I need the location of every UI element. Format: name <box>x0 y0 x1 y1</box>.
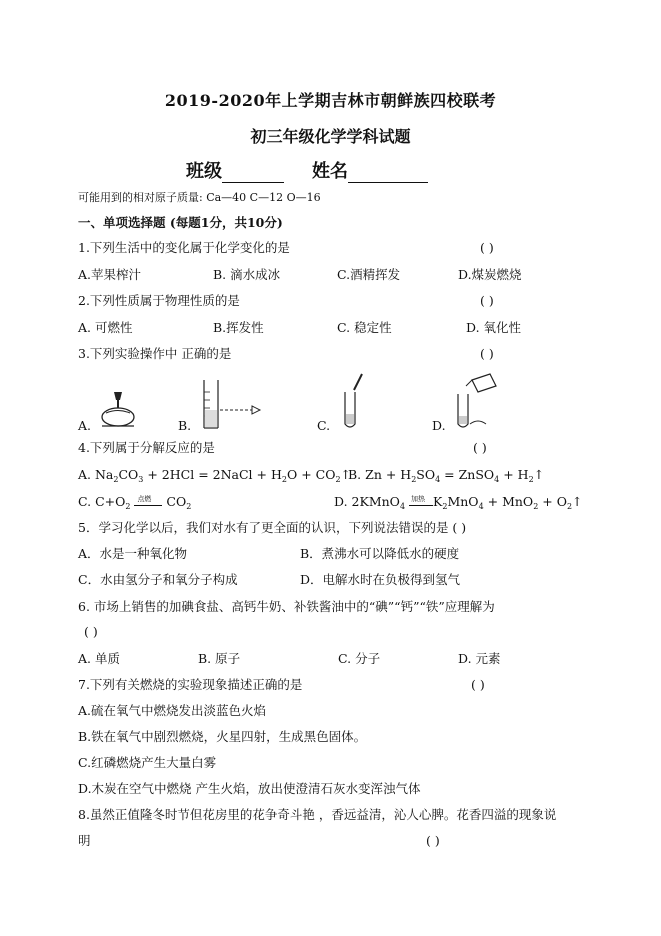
q7-option-b: B.铁在氧气中剧烈燃烧，火星四射，生成黑色固体。 <box>78 729 367 744</box>
q1-option-b: B. 滴水成冰 <box>213 267 281 282</box>
q7-option-d: D.木炭在空气中燃烧 产生火焰，放出使澄清石灰水变浑浊气体 <box>78 781 421 796</box>
q5-option-b: B．煮沸水可以降低水的硬度 <box>300 546 460 561</box>
q2-answer-blank[interactable]: ( ) <box>480 293 494 308</box>
q2-option-b: B.挥发性 <box>213 320 264 335</box>
q8-stem: 8.虽然正值隆冬时节但花房里的花争奇斗艳 ，香远益清，沁人心脾。花香四溢的现象说 <box>78 807 557 822</box>
q6-option-d: D. 元素 <box>458 651 501 666</box>
class-label: 班级 <box>186 161 222 182</box>
graduated-cylinder-icon <box>196 380 266 432</box>
q3-option-a: A. <box>78 418 92 433</box>
q8-answer-blank[interactable]: ( ) <box>426 833 440 848</box>
q4-option-d: D. 2KMnO$_4$ 加热 $K_2MnO_4 + MnO_2$ + $O_2↑$ <box>334 494 583 511</box>
q8-stem-continued: 明 <box>78 833 91 848</box>
q7-option-c: C.红磷燃烧产生大量白雾 <box>78 755 217 770</box>
q6-option-a: A. 单质 <box>78 651 120 666</box>
q3-option-c: C. <box>317 418 331 433</box>
q2-option-c: C. 稳定性 <box>337 320 392 335</box>
name-blank[interactable] <box>348 164 428 183</box>
q1-answer-blank[interactable]: ( ) <box>480 240 494 255</box>
q4-option-b: B. $Zn + H_2SO_4$ = ZnSO$_4$ + $H_2↑$ <box>348 467 545 484</box>
q4-option-c: C. $C+O_2$ 点燃 $CO_2$ <box>78 494 192 511</box>
section-heading: 一、单项选择题 (每题1分，共10分) <box>78 215 283 230</box>
q1-stem: 1.下列生活中的变化属于化学变化的是 <box>78 240 290 255</box>
q4-stem: 4.下列属于分解反应的是 <box>78 440 215 455</box>
name-field[interactable] <box>312 157 428 183</box>
q3-option-d: D. <box>432 418 446 433</box>
q5-stem: 5．学习化学以后，我们对水有了更全面的认识，下列说法错误的是 ( ) <box>78 520 467 535</box>
q4-option-a: A. $Na_2CO_3 + 2HCl$ = 2NaCl + $H_2O$ + $CO_2↑$ <box>78 467 352 484</box>
q2-option-a: A. 可燃性 <box>78 320 133 335</box>
q7-option-a: A.硫在氧气中燃烧发出淡蓝色火焰 <box>78 703 267 718</box>
q3-option-b: B. <box>178 418 192 433</box>
pouring-liquid-icon <box>450 372 510 432</box>
alcohol-lamp-icon <box>96 386 144 430</box>
q7-answer-blank[interactable]: ( ) <box>471 677 485 692</box>
q5-option-c: C．水由氢分子和氧分子构成 <box>78 572 238 587</box>
q1-option-c: C.酒精挥发 <box>337 267 401 282</box>
q1-option-a: A.苹果榨汁 <box>78 267 142 282</box>
exam-title: 2019-2020年上学期吉林市朝鲜族四校联考 <box>164 91 497 110</box>
q1-option-d: D.煤炭燃烧 <box>458 267 522 282</box>
test-tube-dropper-icon <box>336 372 376 432</box>
atomic-masses: 可能用到的相对原子质量: Ca—40 C—12 O—16 <box>78 191 321 204</box>
q2-option-d: D. 氧化性 <box>466 320 522 335</box>
class-blank[interactable] <box>222 164 284 183</box>
q5-option-d: D．电解水时在负极得到氢气 <box>300 572 461 587</box>
name-label: 姓名 <box>312 161 348 182</box>
q6-answer-blank[interactable]: ( ) <box>84 624 98 639</box>
q4-answer-blank[interactable]: ( ) <box>473 440 487 455</box>
q3-answer-blank[interactable]: ( ) <box>480 346 494 361</box>
q3-stem: 3.下列实验操作中 正确的是 <box>78 346 232 361</box>
q6-option-b: B. 原子 <box>198 651 241 666</box>
q6-stem: 6. 市场上销售的加碘食盐、高钙牛奶、补铁酱油中的“碘”“钙”“铁”应理解为 <box>78 599 495 614</box>
q6-option-c: C. 分子 <box>338 651 381 666</box>
q5-option-a: A．水是一种氧化物 <box>78 546 188 561</box>
exam-subtitle: 初三年级化学学科试题 <box>250 127 411 146</box>
q7-stem: 7.下列有关燃烧的实验现象描述正确的是 <box>78 677 303 692</box>
q2-stem: 2.下列性质属于物理性质的是 <box>78 293 240 308</box>
class-field[interactable] <box>186 157 284 183</box>
